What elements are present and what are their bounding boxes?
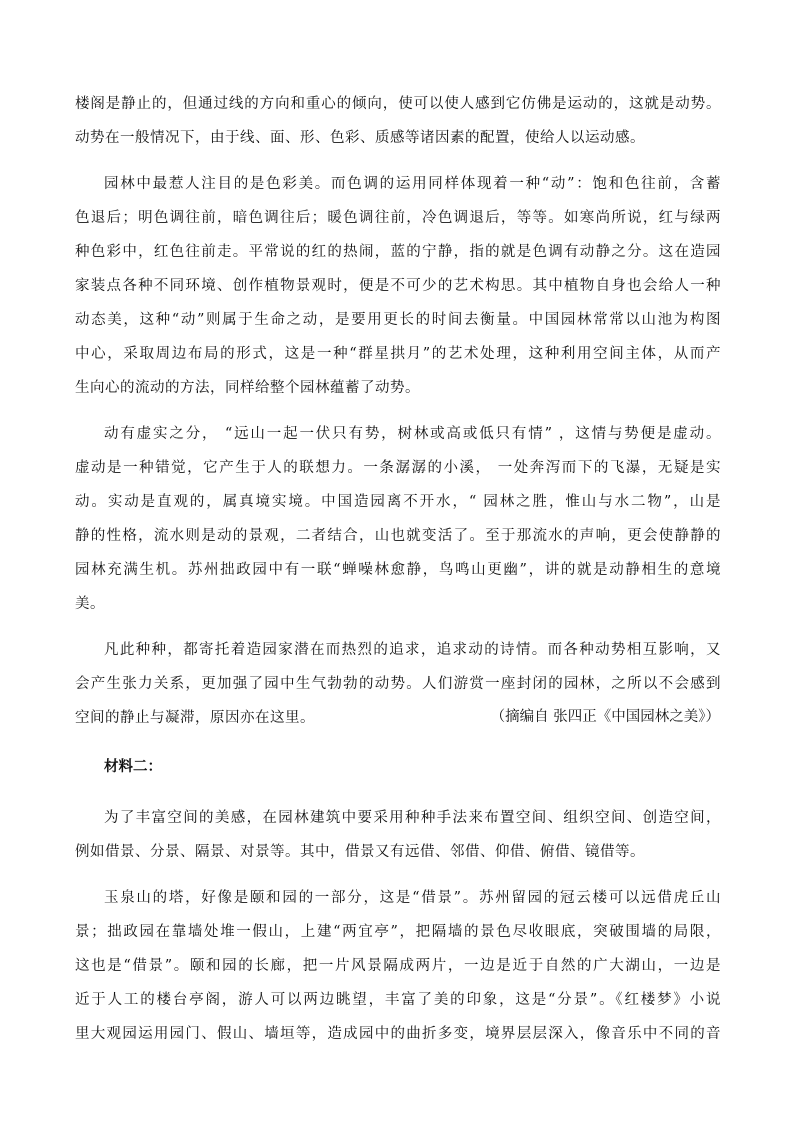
paragraph-2-line-5: 动态美，这种“动”则属于生命之动，是要用更长的时间去衡量。中国园林常常以山池为构图 [75, 312, 721, 328]
paragraph-2-line-3: 种色彩中，红色往前走。平常说的红的热闹，蓝的宁静，指的就是色调有动静之分。这在造园 [75, 244, 721, 260]
paragraph-1-line-1: 楼阁是静止的，但通过线的方向和重心的倾向，使可以使人感到它仿佛是运动的，这就是动势。 [75, 96, 721, 112]
material2-paragraph-1-line-1: 为了丰富空间的美感，在园林建筑中要采用种种手法来布置空间、组织空间、创造空间， [104, 810, 721, 826]
paragraph-3-line-3: 动。实动是直观的，属真境实境。中国造园离不开水，“ 园林之胜，惟山与水二物”，山是 [75, 494, 721, 510]
material2-paragraph-2-line-5: 里大观园运用园门、假山、墙垣等，造成园中的曲折多变，境界层层深入，像音乐中不同的音 [75, 1026, 721, 1042]
paragraph-2-line-7: 生向心的流动的方法，同样给整个园林蕴蓄了动势。 [75, 380, 420, 396]
paragraph-4-line-2: 会产生张力关系，更加强了园中生气勃勃的动势。人们游赏一座封闭的园林，之所以不会感到 [75, 676, 721, 692]
paragraph-3-line-5: 园林充满生机。苏州拙政园中有一联“蝉噪林愈静，鸟鸣山更幽”，讲的就是动静相生的意境 [75, 562, 721, 578]
material2-paragraph-1-line-2: 例如借景、分景、隔景、对景等。其中，借景又有远借、邻借、仰借、俯借、镜借等。 [75, 844, 645, 860]
paragraph-4-line-3: 空间的静止与凝滞，原因亦在这里。 [75, 710, 315, 726]
paragraph-4-line-1: 凡此种种，都寄托着造园家潜在而热烈的追求，追求动的诗情。而各种动势相互影响，又 [104, 642, 721, 658]
paragraph-2-line-1: 园林中最惹人注目的是色彩美。而色调的运用同样体现着一种“动”：饱和色往前，含蓄 [104, 176, 721, 192]
source-citation: （摘编自 张四正《中国园林之美》） [490, 709, 720, 725]
paragraph-2-line-2: 色退后；明色调往前，暗色调往后；暖色调往前，冷色调退后，等等。如寒尚所说，红与绿两 [75, 210, 721, 226]
material2-paragraph-2-line-3: 这也是“借景”。颐和园的长廊，把一片风景隔成两片，一边是近于自然的广大湖山，一边是 [75, 958, 721, 974]
material2-paragraph-2-line-4: 近于人工的楼台亭阁，游人可以两边眺望，丰富了美的印象，这是“分景”。《红楼梦》小说 [75, 992, 721, 1008]
paragraph-3-line-1: 动有虚实之分， “远山一起一伏只有势，树林或高或低只有情” ，这情与势便是虚动。 [104, 426, 721, 442]
paragraph-3-line-6: 美。 [75, 596, 105, 612]
paragraph-3-line-2: 虚动是一种错觉，它产生于人的联想力。一条潺潺的小溪， 一处奔泻而下的飞瀑，无疑是实 [75, 460, 721, 476]
paragraph-1-line-2: 动势在一般情况下，由于线、面、形、色彩、质感等诸因素的配置，使给人以运动感。 [75, 130, 645, 146]
material2-paragraph-2-line-1: 玉泉山的塔，好像是颐和园的一部分，这是“借景”。苏州留园的冠云楼可以远借虎丘山 [104, 890, 721, 906]
paragraph-2-line-4: 家装点各种不同环境、创作植物景观时，便是不可少的艺术构思。其中植物自身也会给人一种 [75, 278, 721, 294]
paragraph-3-line-4: 静的性格，流水则是动的景观，二者结合，山也就变活了。至于那流水的声响，更会使静静的 [75, 528, 721, 544]
section-title-material-2: 材料二： [104, 759, 162, 775]
paragraph-2-line-6: 中心，采取周边布局的形式，这是一种“群星拱月”的艺术处理，这种利用空间主体，从而产 [75, 346, 721, 362]
material2-paragraph-2-line-2: 景；拙政园在靠墙处堆一假山，上建“两宜亭”，把隔墙的景色尽收眼底，突破围墙的局限， [75, 924, 721, 940]
